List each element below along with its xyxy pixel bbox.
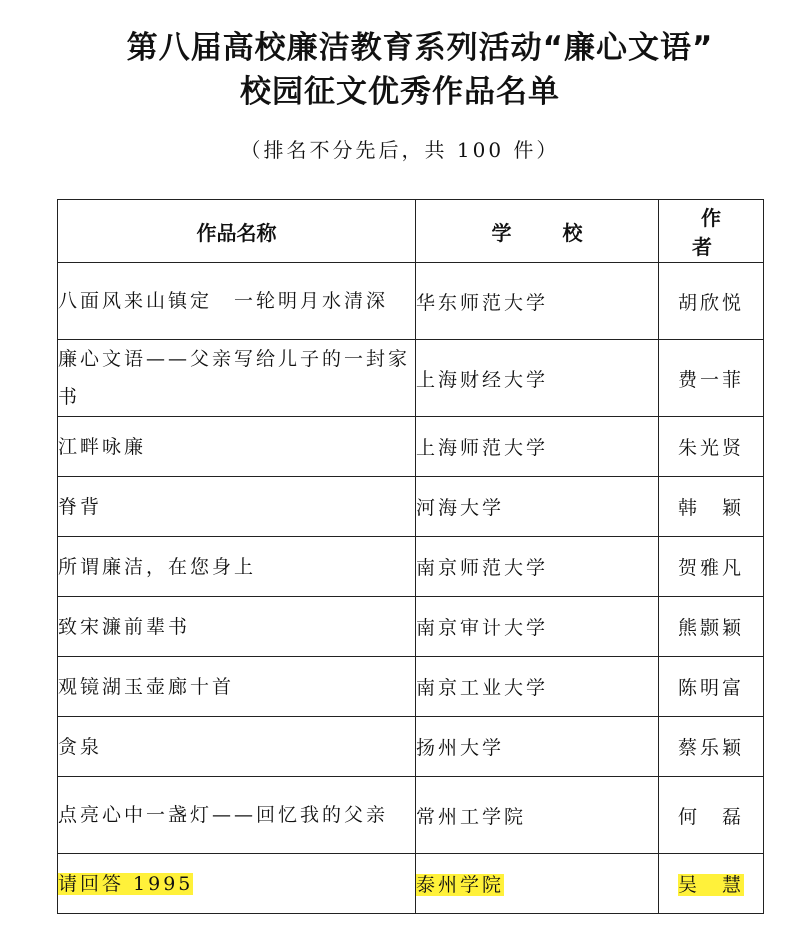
table-row [58, 717, 764, 777]
author-cell: 蔡乐颖 [659, 717, 764, 777]
table-row [58, 657, 764, 717]
author-cell: 朱光贤 [659, 417, 764, 477]
table-row [58, 417, 764, 477]
highlighted-text: 请回答 1995 [58, 872, 194, 895]
subtitle: （排名不分先后，共 100 件） [240, 138, 560, 162]
author-cell: 韩 颖 [659, 477, 764, 537]
school-cell: 华东师范大学 [416, 263, 659, 340]
table-header-row [58, 200, 764, 263]
table-row [58, 777, 764, 854]
author-cell: 胡欣悦 [659, 263, 764, 340]
work-title-cell: 脊背 [58, 477, 416, 537]
school-cell: 扬州大学 [416, 717, 659, 777]
school-cell: 上海师范大学 [416, 417, 659, 477]
title-line-2: 校园征文优秀作品名单 [240, 74, 560, 110]
table-row-highlighted [58, 854, 764, 914]
table-row [58, 263, 764, 340]
table-row [58, 340, 764, 417]
work-title-cell [58, 854, 416, 914]
work-title-cell: 江畔咏廉 [58, 417, 416, 477]
work-title-cell: 八面风来山镇定 一轮明月水清深 [58, 263, 416, 340]
school-cell [416, 854, 659, 914]
author-cell [659, 854, 764, 914]
winners-table [57, 199, 764, 914]
work-title-cell: 致宋濂前辈书 [58, 597, 416, 657]
author-cell: 费一菲 [659, 340, 764, 417]
school-cell: 河海大学 [416, 477, 659, 537]
author-cell: 贺雅凡 [659, 537, 764, 597]
work-title-cell: 廉心文语——父亲写给儿子的一封家书 [58, 340, 416, 417]
author-cell: 陈明富 [659, 657, 764, 717]
school-cell: 南京审计大学 [416, 597, 659, 657]
highlighted-text: 泰州学院 [416, 874, 505, 896]
table-row [58, 537, 764, 597]
work-title-cell: 点亮心中一盏灯——回忆我的父亲 [58, 777, 416, 854]
author-cell: 熊颢颖 [659, 597, 764, 657]
header-work-title: 作品名称 [58, 200, 416, 263]
header-school: 学 校 [416, 200, 659, 263]
school-cell: 南京工业大学 [416, 657, 659, 717]
table-row [58, 477, 764, 537]
school-cell: 上海财经大学 [416, 340, 659, 417]
school-cell: 常州工学院 [416, 777, 659, 854]
work-title-cell: 所谓廉洁，在您身上 [58, 537, 416, 597]
title-line-1: 第八届高校廉洁教育系列活动“廉心文语” [126, 30, 714, 66]
work-title-cell: 贪泉 [58, 717, 416, 777]
school-cell: 南京师范大学 [416, 537, 659, 597]
work-title-cell: 观镜湖玉壶廊十首 [58, 657, 416, 717]
header-author: 作 者 [659, 200, 764, 263]
author-cell: 何 磊 [659, 777, 764, 854]
highlighted-text: 吴 慧 [677, 874, 744, 896]
table-row [58, 597, 764, 657]
